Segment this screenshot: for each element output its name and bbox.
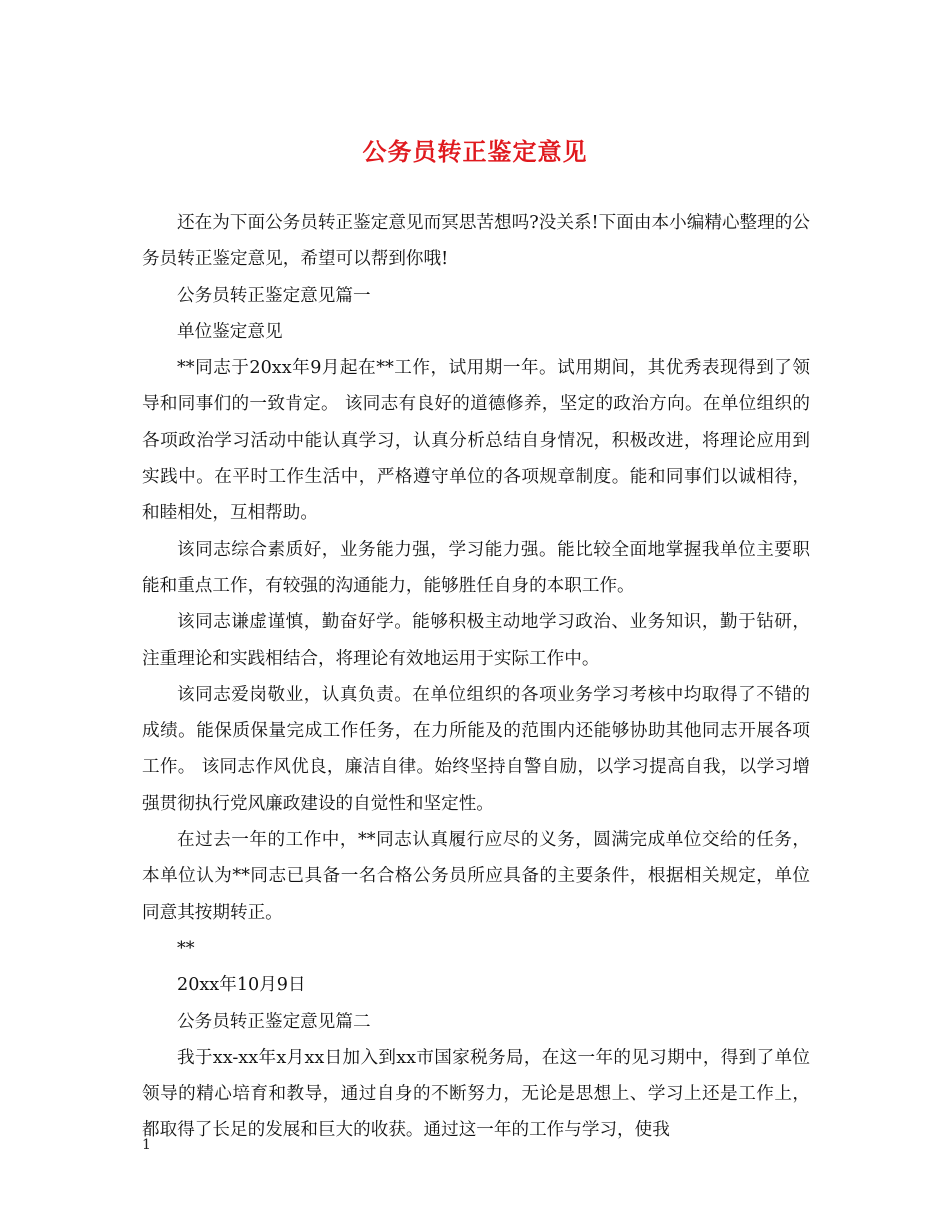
section-heading-part-one: 公务员转正鉴定意见篇一 <box>177 285 371 306</box>
date-line: 20xx年10月9日 <box>177 975 306 996</box>
body-paragraph: 在过去一年的工作中，**同志认真履行应尽的义务，圆满完成单位交给的任务，本单位认为**同志已具备一名合格公务员所应具备的主要条件，根据相关规定，单位同意其按期转正。 <box>142 830 810 923</box>
page-number: 1 <box>142 1137 151 1153</box>
body-paragraph: 该同志综合素质好，业务能力强，学习能力强。能比较全面地掌握我单位主要职能和重点工作，有较强的沟通能力，能够胜任自身的本职工作。 <box>142 539 810 596</box>
section-heading-part-two: 公务员转正鉴定意见篇二 <box>177 1011 371 1032</box>
document-title: 公务员转正鉴定意见 <box>362 137 588 166</box>
document-body <box>142 205 810 1149</box>
signature-line: ** <box>177 938 195 959</box>
intro-paragraph: 还在为下面公务员转正鉴定意见而冥思苦想吗?没关系!下面由本小编精心整理的公务员转正鉴定意见，希望可以帮到你哦! <box>142 213 810 270</box>
body-paragraph: **同志于20xx年9月起在**工作，试用期一年。试用期间，其优秀表现得到了领导和同事们的一致肯定。 该同志有良好的道德修养，坚定的政治方向。在单位组织的各项政治学习活动中能认真学习，认真分析总结自身情况，积极改进，将理论应用到实践中。在平时工作生活中，严格遵守单位的各项规章制度。能和同事们以诚相待，和睦相处，互相帮助。 <box>142 358 810 524</box>
subheading-unit-opinion: 单位鉴定意见 <box>177 321 283 342</box>
body-paragraph: 该同志谦虚谨慎，勤奋好学。能够积极主动地学习政治、业务知识，勤于钻研，注重理论和实践相结合，将理论有效地运用于实际工作中。 <box>142 612 810 669</box>
body-paragraph: 我于xx-xx年x月xx日加入到xx市国家税务局，在这一年的见习期中，得到了单位领导的精心培育和教导，通过自身的不断努力，无论是思想上、学习上还是工作上，都取得了长足的发展和巨大的收获。通过这一年的工作与学习，使我 <box>142 1047 810 1141</box>
body-paragraph: 该同志爱岗敬业，认真负责。在单位组织的各项业务学习考核中均取得了不错的成绩。能保质保量完成工作任务，在力所能及的范围内还能够协助其他同志开展各项工作。 该同志作风优良，廉洁自律。始终坚持自警自励，以学习提高自我，以学习增强贯彻执行党风廉政建设的自觉性和坚定性。 <box>142 684 810 814</box>
